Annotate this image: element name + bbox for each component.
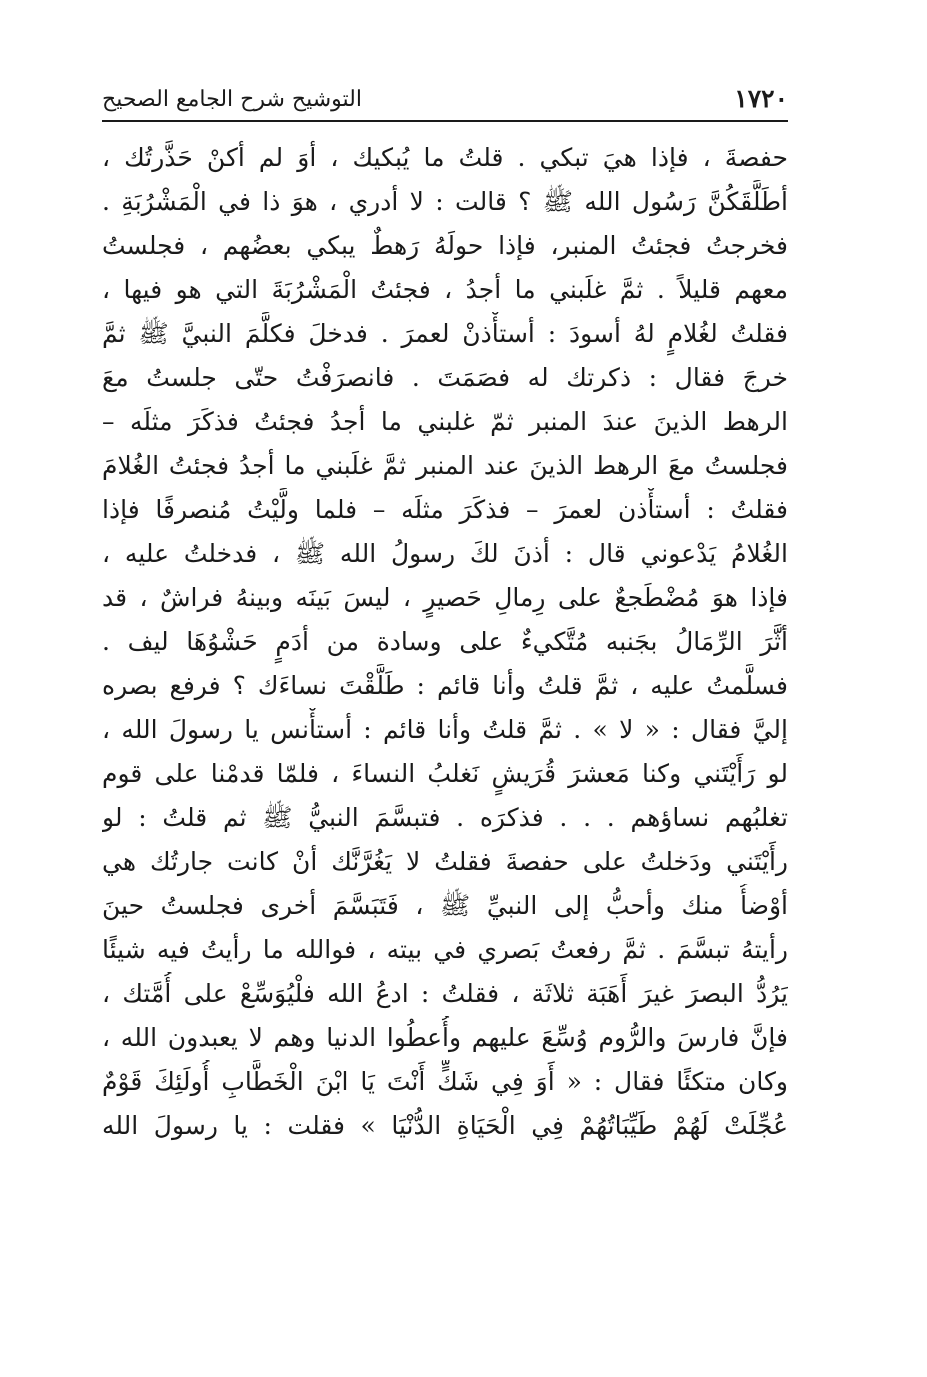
text-line: رأَيْتَني ودَخلتُ على حفصةَ فقلتُ لا يَغُرَّنَّك أنْ كانت جارتُك هي — [102, 847, 788, 876]
body-text — [102, 136, 788, 1148]
text-line: الرهط الذينَ عندَ المنبر ثمّ غلبني ما أجدُ فجئتُ فذكَرَ مثلَه – — [102, 407, 788, 436]
text-line: فسلَّمتُ عليه ، ثمَّ قلتُ وأنا قائم : طَلَّقْتَ نساءَك ؟ فرفع بصره — [102, 671, 788, 700]
text-line: لو رَأَيْتَني وكنا مَعشرَ قُرَيشٍ نَغلبُ النساءَ ، فلمّا قدمْنا على قوم — [102, 759, 788, 788]
text-line: فإذا هوَ مُضْطَجعٌ على رِمالِ حَصيرٍ ، ليسَ بَينَه وبينهُ فراشٌ ، قد — [102, 583, 788, 612]
page-header — [102, 74, 788, 120]
text-line: رأيتهُ تبسَّمَ . ثمَّ رفعتُ بَصري في بيته ، فوالله ما رأيتُ فيه شيئًا — [102, 935, 788, 964]
text-line: حفصةَ ، فإذا هيَ تبكي . قلتُ ما يُبكيك ، أوَ لم أكنْ حَذَّرتُك ، — [102, 143, 788, 172]
text-line: أثَّرَ الرِّمَالُ بجَنبه مُتَّكيءٌ على وسادة من أدَمٍ حَشْوُهَا ليف . — [102, 627, 788, 656]
text-line: فخرجتُ فجئتُ المنبر، فإذا حولَهُ رَهطٌ يبكي بعضُهم ، فجلستُ — [102, 231, 788, 260]
text-line: خرجَ فقال : ذكرتك له فصَمَتَ . فانصرَفْتُ حتّى جلستُ معَ — [102, 363, 788, 392]
text-line: فإنَّ فارسَ والرُّوم وُسِّعَ عليهم وأُعطُوا الدنيا وهم لا يعبدون الله ، — [102, 1023, 788, 1052]
text-line: إليَّ فقال : « لا » . ثمَّ قلتُ وأنا قائم : أستأْنس يا رسولَ الله ، — [102, 715, 788, 744]
text-line: معهم قليلاً . ثمَّ غلَبني ما أجدُ ، فجئتُ الْمَشْرُبَةَ التي هو فيها ، — [102, 275, 788, 304]
page-number: ١٧٢٠ — [734, 84, 788, 113]
text-line: يَرُدُّ البصرَ غيرَ أَهَبَة ثلاثَة ، فقلتُ : ادعُ الله فلْيُوَسِّعْ على أُمَّتك ، — [102, 979, 788, 1008]
book-page — [102, 74, 788, 1294]
running-title: التوشيح شرح الجامع الصحيح — [102, 87, 362, 112]
header-divider — [102, 120, 788, 122]
text-line: عُجِّلَتْ لَهُمْ طَيِّبَاتُهُمْ فِي الْحَيَاةِ الدُّنْيَا » فقلت : يا رسولَ الله — [102, 1111, 788, 1140]
text-line: فقلتُ لغُلامٍ لهُ أسودَ : أستأْذنْ لعمرَ . فدخلَ فكلَّمَ النبيَّ ﷺ ثمَّ — [102, 319, 788, 348]
text-line: فقلتُ : أستأْذن لعمرَ – فذكَرَ مثلَه – فلما ولَّيْتُ مُنصرفًا فإذا — [102, 495, 788, 524]
text-line: تغلبُهم نساؤهم . . . فذكرَه . فتبسَّمَ النبيُّ ﷺ ثم قلتُ : لو — [102, 803, 788, 832]
text-line: الغُلامُ يَدْعوني قال : أذنَ لكَ رسولُ الله ﷺ ، فدخلتُ عليه ، — [102, 539, 788, 568]
text-line: أطَلَّقَكُنَّ رَسُول الله ﷺ ؟ قالت : لا أدري ، هوَ ذا في الْمَشْرُبَةِ . — [102, 187, 788, 216]
text-line: فجلستُ معَ الرهط الذينَ عند المنبر ثمَّ غلَبني ما أجدُ فجئتُ الغُلامَ — [102, 451, 788, 480]
text-line: وكان متكئًا فقال : « أَوَ فِي شَكٍّ أَنْتَ يَا ابْنَ الْخَطَّابِ أُولَئِكَ قَوْمٌ — [102, 1067, 788, 1096]
text-line: أوْضأُ منك وأحبُّ إلى النبيِّ ﷺ ، فَتَبَسَّمَ أخرى فجلستُ حينَ — [102, 891, 788, 920]
